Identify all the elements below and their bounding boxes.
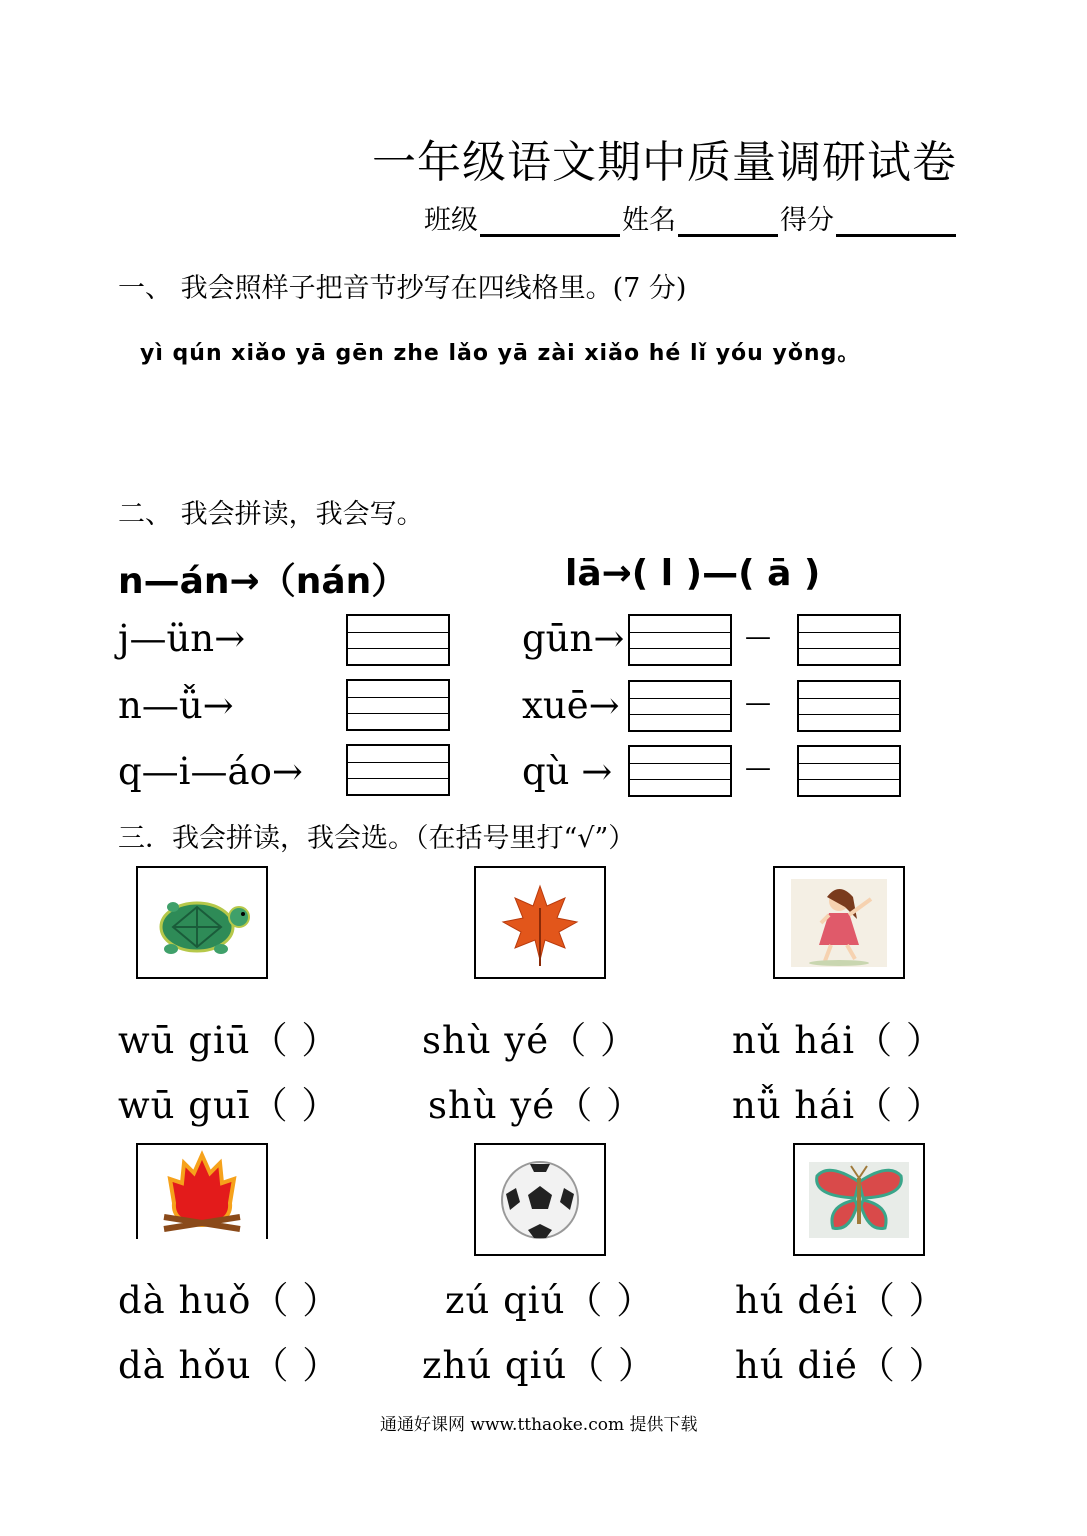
dash: —	[745, 622, 771, 652]
footer-credit: 通通好课网 www.tthaoke.com 提供下载	[380, 1415, 698, 1435]
class-label: 班级	[424, 205, 478, 236]
writing-grid[interactable]	[797, 614, 901, 666]
option-butterfly-2[interactable]: hú dié（ ）	[735, 1344, 947, 1387]
option-turtle-1[interactable]: wū giū（ ）	[118, 1019, 340, 1062]
option-turtle-2[interactable]: wū guī（ ）	[118, 1084, 340, 1127]
bonfire-icon	[154, 1149, 250, 1235]
header-fields	[424, 198, 958, 237]
football-picture	[474, 1143, 606, 1256]
maple-leaf-icon	[495, 878, 585, 968]
section2-example-left: n—án→（nán）	[118, 561, 408, 602]
option-football-2[interactable]: zhú qiú（ ）	[422, 1344, 657, 1387]
writing-grid[interactable]	[628, 680, 732, 732]
option-girl-1[interactable]: nǔ hái（ ）	[732, 1019, 944, 1062]
page-title: 一年级语文期中质量调研试卷	[372, 137, 957, 188]
section3-heading: 三．我会拼读，我会选。（在括号里打“√”）	[118, 823, 636, 854]
option-leaf-2[interactable]: shù yé（ ）	[428, 1084, 644, 1127]
writing-grid[interactable]	[628, 614, 732, 666]
score-label: 得分	[780, 205, 834, 236]
option-leaf-1[interactable]: shù yé（ ）	[422, 1019, 638, 1062]
writing-grid[interactable]	[628, 745, 732, 797]
spell-row3-right: qù →	[522, 750, 613, 793]
fire-picture	[136, 1143, 268, 1239]
option-football-1[interactable]: zú qiú（ ）	[445, 1279, 655, 1322]
turtle-picture	[136, 866, 268, 979]
section2-heading: 二、 我会拼读，我会写。	[118, 499, 424, 530]
option-fire-2[interactable]: dà hǒu（ ）	[118, 1344, 341, 1387]
class-field[interactable]	[480, 206, 620, 237]
writing-grid[interactable]	[346, 744, 450, 796]
dash: —	[745, 688, 771, 718]
name-label: 姓名	[622, 205, 676, 236]
dash: —	[745, 753, 771, 783]
spell-row2-right: xuē→	[522, 684, 620, 727]
spell-row3-left: q—i—áo→	[118, 750, 303, 793]
girl-picture	[773, 866, 905, 979]
soccer-ball-icon	[498, 1158, 582, 1242]
option-fire-1[interactable]: dà huǒ（ ）	[118, 1279, 341, 1322]
butterfly-picture	[793, 1143, 925, 1256]
option-girl-2[interactable]: nǚ hái（ ）	[732, 1084, 944, 1127]
writing-grid[interactable]	[346, 679, 450, 731]
spell-row1-left: j—ün→	[118, 617, 246, 660]
butterfly-icon	[809, 1162, 909, 1238]
turtle-icon	[147, 883, 257, 963]
dancing-girl-icon	[791, 879, 887, 967]
writing-grid[interactable]	[346, 614, 450, 666]
section1-heading: 一、 我会照样子把音节抄写在四线格里。(7 分)	[118, 273, 687, 304]
section1-sample-pinyin: yì qún xiǎo yā gēn zhe lǎo yā zài xiǎo hé lǐ yóu yǒng。	[140, 341, 861, 366]
writing-grid[interactable]	[797, 680, 901, 732]
section2-example-right: lā→( l )—( ā )	[565, 553, 821, 594]
leaf-picture	[474, 866, 606, 979]
score-field[interactable]	[836, 206, 956, 237]
name-field[interactable]	[678, 206, 778, 237]
spell-row2-left: n—ǚ→	[118, 684, 234, 727]
spell-row1-right: gūn→	[522, 617, 625, 660]
option-butterfly-1[interactable]: hú déi（ ）	[735, 1279, 947, 1322]
writing-grid[interactable]	[797, 745, 901, 797]
